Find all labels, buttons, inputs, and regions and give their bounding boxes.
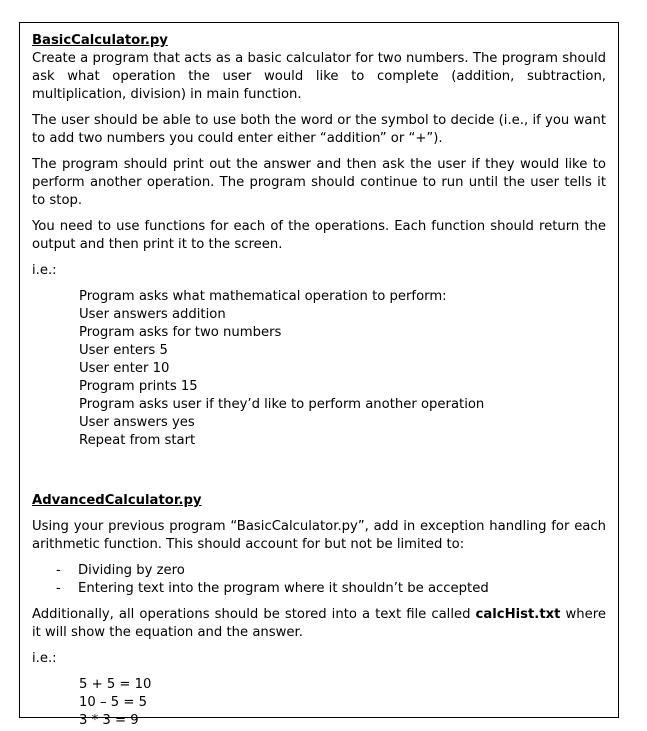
example-line: Program asks what mathematical operation to perform:: [79, 289, 447, 304]
equation-line: 5 + 5 = 10: [79, 677, 152, 692]
section1-title: BasicCalculator.py: [32, 33, 168, 48]
example-line: User answers addition: [79, 307, 226, 322]
example-line: Program prints 15: [79, 379, 198, 394]
section1-paragraph-1: Create a program that acts as a basic calculator for two numbers. The program should ask what operation the user would like to complete (addition, subtraction, multiplication, division) in main function.: [32, 51, 606, 102]
bullet-item: [56, 562, 606, 580]
bullet-text: Entering text into the program where it shouldn’t be accepted: [78, 581, 489, 596]
bullet-text: Dividing by zero: [78, 563, 185, 578]
dash-bullet-icon: -: [56, 581, 61, 596]
section1-paragraph-4: You need to use functions for each of the operations. Each function should return the output and then print it to the screen.: [32, 219, 606, 252]
example-line: User answers yes: [79, 415, 195, 430]
section1-paragraph-3: The program should print out the answer and then ask the user if they would like to perform another operation. The program should continue to run until the user tells it to stop.: [32, 157, 606, 208]
example-line: Program asks for two numbers: [79, 325, 282, 340]
additional-text-before: Additionally, all operations should be stored into a text file called: [32, 607, 476, 622]
example-line: Repeat from start: [79, 433, 196, 448]
section2-intro: Using your previous program “BasicCalculator.py”, add in exception handling for each arithmetic function. This should account for but not be limited to:: [32, 519, 606, 552]
section2-ie-label: i.e.:: [32, 651, 57, 666]
section2-additional-paragraph: [32, 606, 606, 642]
section2-bullet-list: [32, 562, 606, 598]
filename: calcHist.txt: [475, 607, 561, 622]
bullet-item: [56, 580, 606, 598]
equation-line: 10 – 5 = 5: [79, 695, 147, 710]
assignment-document: [19, 22, 619, 728]
section1-ie-label: i.e.:: [32, 263, 57, 278]
example-line: User enters 5: [79, 343, 168, 358]
dash-bullet-icon: -: [56, 563, 61, 578]
section1-paragraph-2: The user should be able to use both the word or the symbol to decide (i.e., if you want to add two numbers you could enter either “addition” or “+”).: [32, 113, 606, 146]
section1-example-list: [32, 288, 606, 450]
additional-text-after: where it will show the equation and the answer.: [32, 607, 606, 640]
section2-example-list: [32, 676, 606, 730]
example-line: User enter 10: [79, 361, 170, 376]
equation-line: 3 * 3 = 9: [79, 713, 139, 728]
section2-title: AdvancedCalculator.py: [32, 493, 202, 508]
example-line: Program asks user if they’d like to perform another operation: [79, 397, 485, 412]
